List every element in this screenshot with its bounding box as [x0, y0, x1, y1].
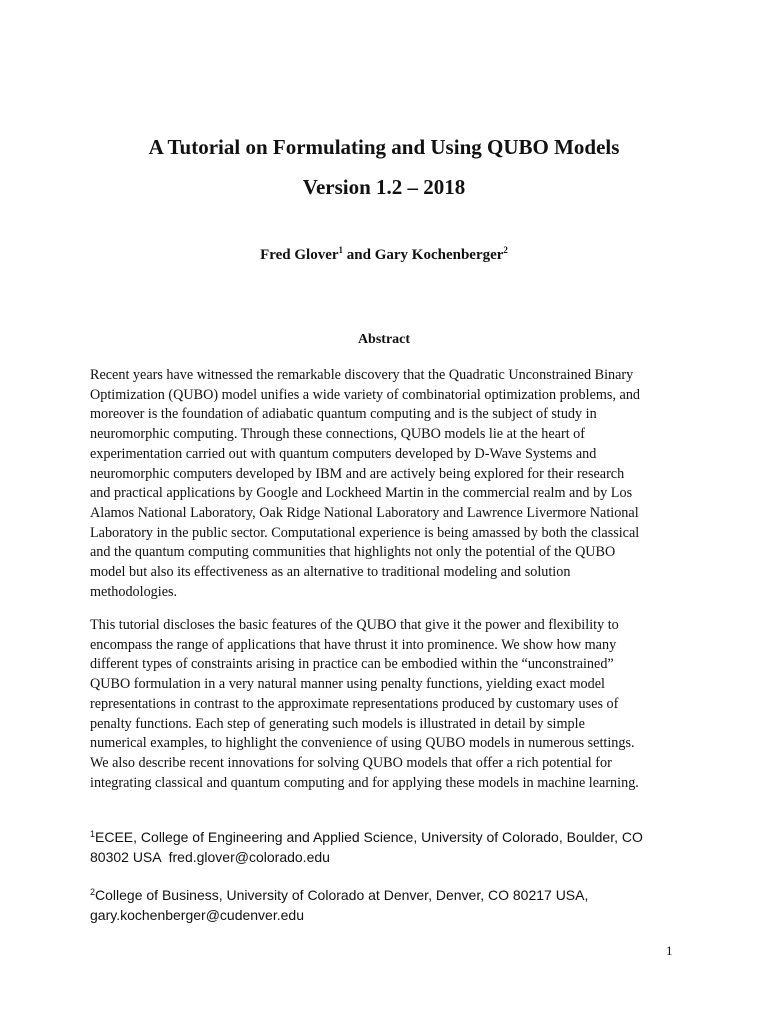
author-2-footnote-mark: 2 [503, 245, 508, 255]
abstract-paragraph-2 [90, 616, 678, 793]
author-2-name: Gary Kochenberger [374, 247, 504, 263]
abstract-line: integrating classical and quantum computing and for applying these models in machine learning. [90, 774, 639, 791]
abstract-line: and the quantum computing communities that highlights not only the potential of the QUBO [90, 544, 616, 561]
footnote-2-mark: 2 [90, 887, 96, 897]
abstract-line: Alamos National Laboratory, Oak Ridge National Laboratory and Lawrence Livermore National [90, 504, 639, 521]
abstract-line: This tutorial discloses the basic features of the QUBO that give it the power and flexibility to [90, 617, 619, 633]
abstract-line: We also describe recent innovations for solving QUBO models that offer a rich potential for [90, 754, 612, 771]
author-connector: and [343, 247, 375, 263]
footnote-2-affiliation: College of Business, University of Colorado at Denver, Denver, CO 80217 USA, [95, 887, 589, 903]
page-number: 1 [666, 943, 673, 958]
abstract-line: neuromorphic computing. Through these connections, QUBO models lie at the heart of [90, 426, 586, 443]
abstract-line: moreover is the foundation of adiabatic quantum computing and is the subject of study in [90, 406, 597, 423]
abstract-paragraph-1 [90, 366, 678, 602]
footnote-1-mark: 1 [90, 829, 96, 839]
footnote-2 [90, 885, 690, 925]
abstract-line: Laboratory in the public sector. Computational experience is being amassed by both the classical [90, 524, 640, 541]
footnote-1 [90, 827, 690, 867]
abstract-line: encompass the range of applications that have thrust it into prominence. We show how many [90, 636, 617, 653]
abstract-line: Recent years have witnessed the remarkable discovery that the Quadratic Unconstrained Binary [90, 367, 634, 383]
abstract-line: neuromorphic computers developed by IBM and are actively being explored for their research [90, 465, 625, 482]
abstract-line: experimentation carried out with quantum computers developed by D-Wave Systems and [90, 445, 597, 462]
abstract-line: model but also its effectiveness as an alternative to traditional modeling and solution [90, 564, 571, 581]
abstract-line: and practical applications by Google and Lockheed Martin in the commercial realm and by Los [90, 485, 633, 502]
abstract-line: penalty functions. Each step of generating such models is illustrated in detail by simple [90, 715, 585, 732]
abstract-line: different types of constraints arising in practice can be embodied within the “unconstrained” [90, 656, 614, 673]
paper-title: A Tutorial on Formulating and Using QUBO Models [148, 135, 620, 159]
author-1-footnote-mark: 1 [338, 245, 344, 255]
footnote-1-affiliation: ECEE, College of Engineering and Applied Science, University of Colorado, Boulder, CO [95, 829, 643, 845]
author-1-name: Fred Glover [260, 247, 339, 263]
author-line [0, 245, 768, 265]
paper-version: Version 1.2 – 2018 [302, 175, 466, 199]
abstract-line: methodologies. [90, 583, 178, 600]
abstract-line: QUBO formulation in a very natural manner using penalty functions, yielding exact model [90, 676, 605, 693]
abstract-line: representations in contrast to the approximate representations produced by customary uses of [90, 695, 619, 712]
footnote-1-address-email: 80302 USA fred.glover@colorado.edu [90, 849, 330, 865]
footnote-2-email: gary.kochenberger@cudenver.edu [90, 907, 304, 923]
abstract-line: Optimization (QUBO) model unifies a wide variety of combinatorial optimization problems, and [90, 386, 641, 403]
abstract-line: numerical examples, to highlight the convenience of using QUBO models in numerous settings. [90, 735, 635, 752]
abstract-heading: Abstract [357, 332, 411, 347]
